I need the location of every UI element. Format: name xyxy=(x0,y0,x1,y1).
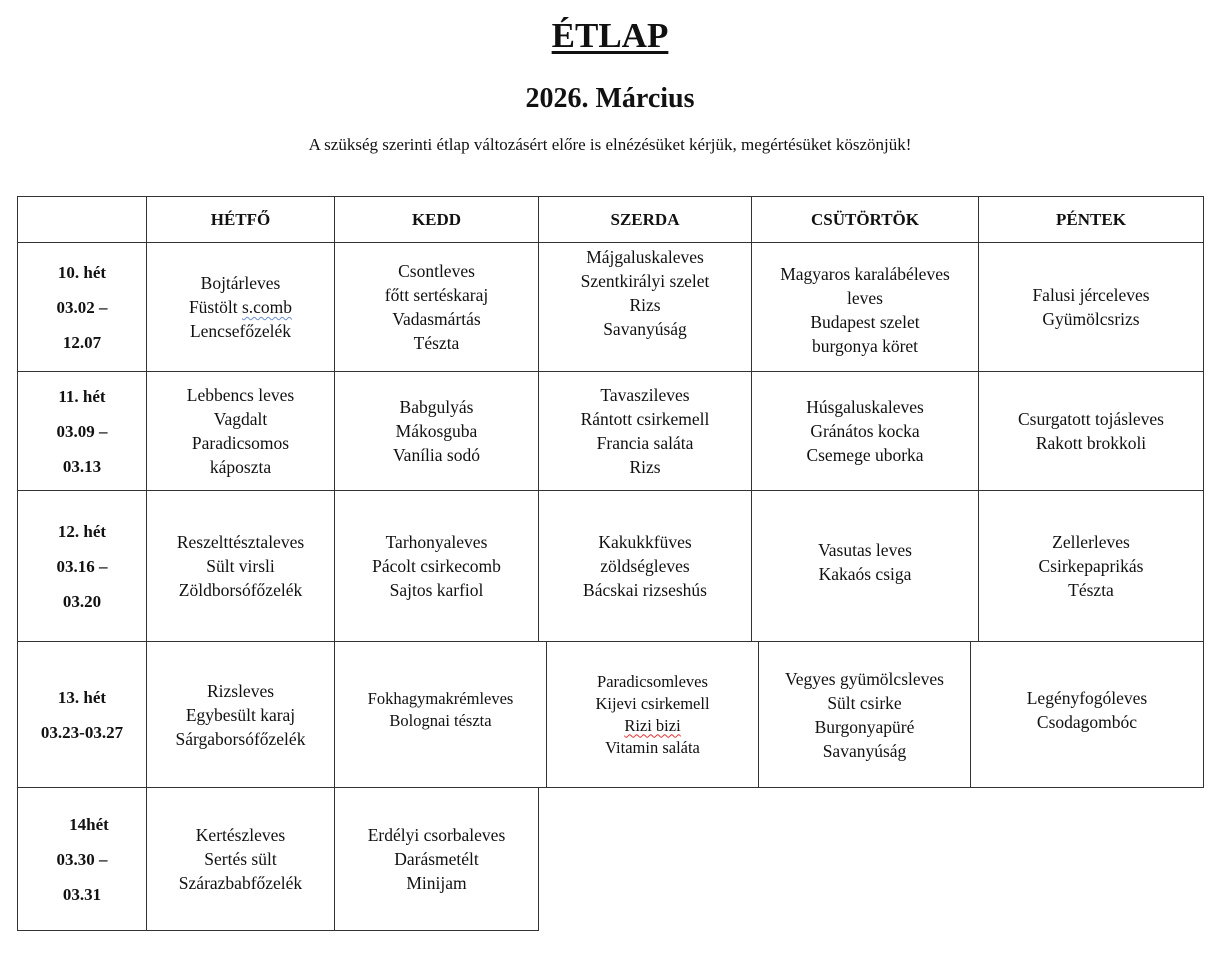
menu-cell-kedd xyxy=(334,242,539,372)
menu-item: Sült csirke xyxy=(827,692,902,713)
menu-item: Francia saláta xyxy=(596,433,694,453)
menu-item: Csirkepaprikás xyxy=(1038,556,1144,576)
menu-cell-csutortok xyxy=(758,641,971,788)
menu-item: Zellerleves xyxy=(1052,532,1130,552)
menu-cell-hetfo xyxy=(146,242,335,372)
menu-item: Szentkirályi szelet xyxy=(580,271,710,291)
menu-cell-csutortok xyxy=(751,490,979,642)
week-label-cell xyxy=(17,490,147,642)
menu-item: Sajtos karfiol xyxy=(389,580,484,600)
menu-cell-pentek xyxy=(970,641,1204,788)
week-number: 11. hét xyxy=(58,386,106,406)
menu-cell-kedd xyxy=(334,787,539,931)
menu-item: Bácskai rizseshús xyxy=(583,580,707,600)
week-date-range: 03.13 xyxy=(62,456,102,476)
week-date-range: 03.23-03.27 xyxy=(40,722,124,742)
menu-item: Vegyes gyümölcsleves xyxy=(785,668,944,689)
menu-item: Csurgatott tojásleves xyxy=(1018,409,1164,429)
menu-item: Falusi jérceleves xyxy=(1032,285,1150,305)
menu-item: Pácolt csirkecomb xyxy=(372,556,501,576)
menu-cell-kedd xyxy=(334,371,539,491)
menu-item: Vasutas leves xyxy=(818,540,912,560)
menu-item: Egybesült karaj xyxy=(185,704,296,725)
menu-item: Bojtárleves xyxy=(200,273,281,293)
menu-item: Reszelttésztaleves xyxy=(176,532,305,552)
menu-item: Erdélyi csorbaleves xyxy=(367,825,506,845)
week-label-cell xyxy=(17,371,147,491)
menu-item xyxy=(624,715,680,737)
week-date-range: 03.30 – xyxy=(56,849,108,869)
menu-cell-kedd xyxy=(334,641,547,788)
week-number: 13. hét xyxy=(57,687,107,707)
menu-item: káposzta xyxy=(209,457,272,477)
menu-item: Sárgaborsófőzelék xyxy=(175,728,306,749)
week-number: 14hét xyxy=(69,814,109,834)
menu-cell-szerda xyxy=(538,242,752,372)
menu-item: Lebbencs leves xyxy=(186,385,295,405)
menu-item: Rántott csirkemell xyxy=(580,409,710,429)
menu-item: Vadasmártás xyxy=(392,309,481,329)
week-date-range: 03.09 – xyxy=(56,421,108,441)
title-text: ÉTLAP xyxy=(551,16,669,55)
menu-item: Kijevi csirkemell xyxy=(595,693,710,713)
menu-item: Babgulyás xyxy=(399,397,474,417)
menu-item: Savanyúság xyxy=(603,319,687,339)
week-number: 10. hét xyxy=(57,262,107,282)
week-label-cell xyxy=(17,787,147,931)
menu-item: Burgonyapüré xyxy=(814,716,915,737)
menu-cell-hetfo xyxy=(146,371,335,491)
week-date-range: 03.20 xyxy=(62,591,102,611)
menu-cell-pentek xyxy=(978,490,1204,642)
menu-item: leves xyxy=(847,288,883,308)
notice-text: A szükség szerinti étlap változásért előre is elnézésüket kérjük, megértésüket köszönjük! xyxy=(308,135,912,154)
menu-item: főtt sertéskaraj xyxy=(384,285,489,305)
menu-cell-csutortok xyxy=(751,371,979,491)
header-szerda xyxy=(538,196,752,243)
menu-item: Paradicsomleves xyxy=(597,671,708,691)
menu-item: Fokhagymakrémleves xyxy=(367,688,514,708)
week-date-range: 03.16 – xyxy=(56,556,108,576)
menu-item: Budapest szelet xyxy=(810,312,920,332)
menu-item: Gyümölcsrizs xyxy=(1042,309,1140,329)
header-csutortok xyxy=(751,196,979,243)
menu-item: Savanyúság xyxy=(822,740,907,761)
menu-item: Vagdalt xyxy=(213,409,268,429)
menu-item: Tavaszileves xyxy=(600,385,690,405)
week-label-cell xyxy=(17,242,147,372)
menu-item: Darásmetélt xyxy=(394,849,479,869)
menu-item: Rakott brokkoli xyxy=(1035,433,1147,453)
menu-cell-hetfo xyxy=(146,490,335,642)
header-corner xyxy=(17,196,147,243)
menu-item: Zöldborsófőzelék xyxy=(178,580,303,600)
menu-item: Sertés sült xyxy=(204,849,277,869)
menu-item: Legényfogóleves xyxy=(1026,687,1148,708)
menu-item: Májgaluskaleves xyxy=(586,247,704,267)
menu-item: Gránátos kocka xyxy=(810,421,920,441)
menu-item: Tészta xyxy=(413,333,460,353)
menu-item: burgonya köret xyxy=(811,336,919,356)
menu-cell-szerda xyxy=(538,490,752,642)
menu-item: Rizsleves xyxy=(206,680,275,701)
menu-item: Kakaós csiga xyxy=(818,564,912,584)
menu-item: Szárazbabfőzelék xyxy=(178,873,303,893)
menu-cell-pentek xyxy=(978,242,1204,372)
header-label: PÉNTEK xyxy=(1056,209,1126,229)
menu-item: Csodagombóc xyxy=(1036,711,1138,732)
menu-item: Paradicsomos xyxy=(191,433,290,453)
menu-item: Tészta xyxy=(1068,580,1114,600)
menu-item: Lencsefőzelék xyxy=(189,321,292,341)
menu-item: Magyaros karalábéleves xyxy=(780,264,950,284)
header-label: KEDD xyxy=(411,209,462,229)
menu-item: Rizs xyxy=(629,295,661,315)
menu-item: Tarhonyaleves xyxy=(385,532,488,552)
page-title xyxy=(0,14,1220,58)
week-date-range: 12.07 xyxy=(62,332,102,352)
page-subtitle: 2026. Március xyxy=(525,83,695,114)
menu-item: Vitamin saláta xyxy=(605,737,700,757)
menu-cell-szerda xyxy=(546,641,759,788)
header-label: HÉTFŐ xyxy=(210,209,271,229)
header-hetfo xyxy=(146,196,335,243)
menu-item: Mákosguba xyxy=(395,421,478,441)
header-label: SZERDA xyxy=(610,209,680,229)
menu-item: Sült virsli xyxy=(206,556,275,576)
week-label-cell xyxy=(17,641,147,788)
menu-cell-kedd xyxy=(334,490,539,642)
menu-cell-pentek xyxy=(978,371,1204,491)
menu-item: zöldségleves xyxy=(600,556,690,576)
menu-item: Füstölt s.comb xyxy=(188,297,293,317)
menu-item: Rizs xyxy=(629,457,661,477)
menu-item: Csemege uborka xyxy=(806,445,924,465)
menu-item: Kertészleves xyxy=(195,825,286,845)
header-label: CSÜTÖRTÖK xyxy=(810,209,920,229)
menu-item: Húsgaluskaleves xyxy=(806,397,924,417)
menu-item: Bolognai tészta xyxy=(389,710,492,730)
menu-item: Vanília sodó xyxy=(392,445,480,465)
week-date-range: 03.02 – xyxy=(56,297,108,317)
week-number: 12. hét xyxy=(57,521,107,541)
menu-cell-csutortok xyxy=(751,242,979,372)
menu-cell-szerda xyxy=(538,371,752,491)
menu-item: Csontleves xyxy=(398,261,475,281)
spellcheck-underline: s.comb xyxy=(241,297,293,317)
menu-item: Kakukkfüves xyxy=(598,532,692,552)
menu-cell-hetfo xyxy=(146,787,335,931)
header-kedd xyxy=(334,196,539,243)
menu-item: Minijam xyxy=(406,873,467,893)
header-pentek xyxy=(978,196,1204,243)
spellcheck-underline: Rizi bizi xyxy=(624,715,681,735)
week-date-range: 03.31 xyxy=(62,884,102,904)
menu-cell-hetfo xyxy=(146,641,335,788)
